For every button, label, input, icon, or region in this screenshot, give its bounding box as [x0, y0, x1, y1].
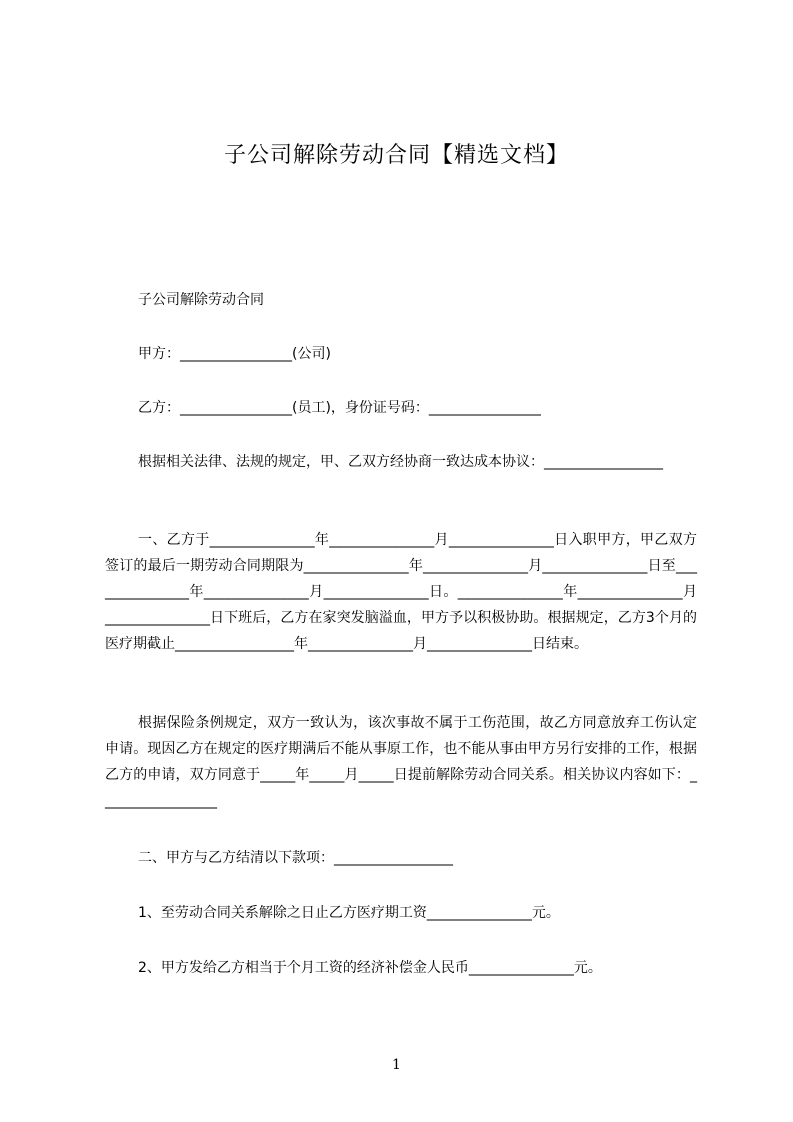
clause-two-item-2: 2、甲方发给乙方相当于个月工资的经济补偿金人民币_______________元。	[138, 960, 602, 976]
clause-two-item-1: 1、至劳动合同关系解除之日止乙方医疗期工资_______________元。	[138, 905, 560, 921]
agreement-basis-paragraph: 根据相关法律、法规的规定，甲、乙双方经协商一致达成本协议：_________________	[138, 454, 663, 470]
insurance-paragraph: 根据保险条例规定，双方一致认为，该次事故不属于工伤范围，故乙方同意放弃工伤认定申请。现因乙方在规定的医疗期满后不能从事原工作，也不能从事由甲方另行安排的工作，根据乙方的申请，双方同意于_____年_____月_____日提前解除劳动合同关系。相关协议内容如下：_________________	[105, 715, 697, 809]
contract-heading: 子公司解除劳动合同	[138, 292, 264, 308]
party-a-line: 甲方：________________(公司)	[138, 346, 331, 362]
clause-one-paragraph: 一、乙方于_______________年_______________月_______________日入职甲方，甲乙双方签订的最后一期劳动合同期限为_______________年_______________月_______________日至_______________年_______________月_______________日。_______________年_______________月_______________日下班后，乙方在家突发脑溢血，甲方予以积极协助。根据规定，乙方3个月的医疗期截止_________________年_______________月_______________日结束。	[105, 532, 697, 652]
clause-two-heading: 二、甲方与乙方结清以下款项：_________________	[138, 850, 453, 866]
party-b-line: 乙方：________________(员工)，身份证号码：________________	[138, 400, 541, 416]
document-title: 子公司解除劳动合同【精选文档】	[223, 143, 569, 168]
page-number: 1	[392, 1057, 401, 1073]
